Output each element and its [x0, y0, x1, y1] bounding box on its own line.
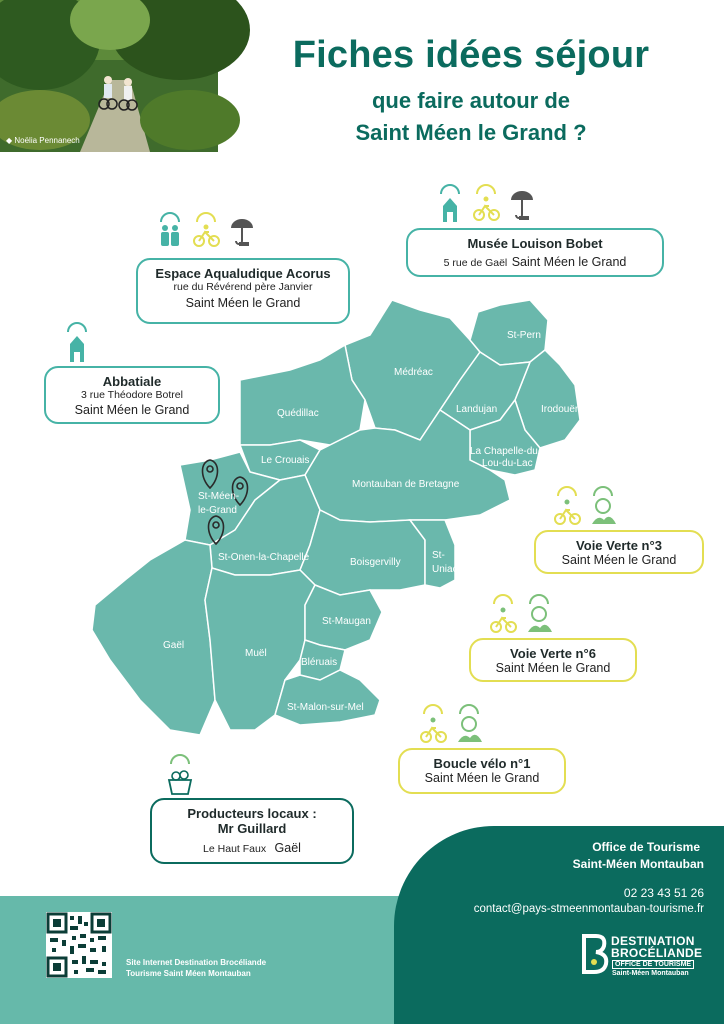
bike-icon	[552, 488, 582, 528]
card-title: Voie Verte n°6	[510, 646, 596, 661]
church-icon	[62, 324, 92, 364]
website-label-line1: Site Internet Destination Brocéliande	[126, 958, 267, 967]
map-region-st-malon	[275, 670, 380, 725]
town-label: St-Malon-sur-Mel	[287, 702, 364, 713]
umbrella-icon	[507, 186, 537, 224]
card-city: Saint Méen le Grand	[424, 771, 540, 785]
card-address: 3 rue Théodore Botrel	[81, 389, 183, 401]
page-subtitle-1: que faire autour de	[371, 88, 571, 113]
card-title: Producteurs locaux :	[187, 806, 317, 821]
brand-line1: DESTINATION	[611, 934, 695, 948]
town-label: Landujan	[456, 404, 498, 415]
office-name-line1: Office de Tourisme	[592, 840, 700, 854]
brand-line2: BROCÉLIANDE	[611, 946, 703, 960]
nature-icon	[524, 596, 554, 636]
cyclists-photo	[0, 0, 218, 152]
photo-credit: ◆ Noëlia Pennanech	[6, 136, 80, 145]
church-icon	[435, 186, 465, 224]
town-label: Montauban de Bretagne	[352, 479, 460, 490]
card-city: Saint Méen le Grand	[561, 553, 677, 567]
page-subtitle-2: Saint Méen le Grand ?	[355, 120, 587, 145]
nature-icon	[454, 706, 484, 746]
umbrella-icon	[227, 214, 257, 248]
office-email[interactable]: contact@pays-stmeenmontauban-tourisme.fr	[473, 903, 704, 915]
office-panel	[394, 826, 724, 1024]
card-city: Saint Méen le Grand	[511, 255, 627, 269]
town-label: Gaël	[163, 640, 185, 651]
header-photo	[0, 0, 218, 152]
card-boucle[interactable]	[398, 748, 566, 794]
card-title: Abbatiale	[102, 374, 162, 389]
town-label: St-Onen-la-Chapelle	[218, 552, 310, 563]
card-voie6[interactable]	[469, 638, 637, 682]
town-label: Boisgervilly	[350, 557, 401, 568]
card-acorus[interactable]	[136, 258, 350, 324]
qr-code[interactable]	[46, 912, 112, 978]
voie6-icons	[488, 596, 554, 636]
basket-icon	[164, 756, 196, 796]
town-label: Quédillac	[277, 408, 319, 419]
brand-line3: OFFICE DE TOURISME	[612, 960, 694, 969]
card-abbatiale[interactable]	[44, 366, 220, 424]
card-title: Espace Aqualudique Acorus	[155, 266, 331, 281]
abbatiale-icons	[62, 324, 92, 364]
town-label: Le Crouais	[261, 455, 310, 466]
nature-icon	[588, 488, 618, 528]
brand-line4: Saint-Méen Montauban	[612, 970, 689, 977]
card-bobet[interactable]	[406, 228, 664, 277]
town-label: St-Pern	[507, 330, 541, 341]
map-region-boisgervilly	[300, 510, 425, 595]
town-label: St-Maugan	[322, 616, 371, 627]
card-title-name: Mr Guillard	[217, 821, 287, 836]
card-title: Boucle vélo n°1	[433, 756, 531, 771]
town-label: St-Méen-	[198, 491, 240, 502]
card-producteurs[interactable]	[150, 798, 354, 864]
map-region-gael	[92, 540, 215, 735]
card-city: Saint Méen le Grand	[74, 403, 190, 417]
map-region-quedillac	[240, 345, 365, 445]
card-address: Le Haut Faux	[203, 843, 267, 855]
town-label: Muël	[245, 648, 267, 659]
town-label: Lou-du-Lac	[482, 458, 533, 469]
town-label: Bléruais	[301, 657, 338, 668]
card-city: Saint Méen le Grand	[495, 661, 611, 675]
acorus-icons	[155, 214, 257, 248]
bobet-icons	[435, 186, 537, 224]
bike-icon	[471, 186, 501, 224]
town-label: La Chapelle-du-	[470, 446, 542, 457]
bike-icon	[418, 706, 448, 746]
card-title: Musée Louison Bobet	[467, 236, 603, 251]
brand-logo-icon	[580, 932, 610, 974]
card-city: Saint Méen le Grand	[185, 296, 301, 310]
town-label: Uniac	[432, 564, 458, 575]
family-icon	[155, 214, 185, 248]
card-address: 5 rue de Gaël	[443, 257, 508, 269]
card-voie3[interactable]	[534, 530, 704, 574]
office-phone[interactable]: 02 23 43 51 26	[623, 886, 704, 900]
producteurs-icons	[164, 756, 196, 796]
card-address: rue du Révérend père Janvier	[173, 281, 313, 293]
page-title: Fiches idées séjour	[292, 34, 650, 76]
bike-icon	[191, 214, 221, 248]
town-label: Médréac	[394, 367, 433, 378]
website-label-line2: Tourisme Saint Méen Montauban	[126, 969, 251, 978]
town-label: St-	[432, 550, 445, 561]
card-title: Voie Verte n°3	[576, 538, 662, 553]
bike-icon	[488, 596, 518, 636]
town-label: Irodouër	[541, 404, 579, 415]
town-label: le-Grand	[198, 505, 237, 516]
boucle-icons	[418, 706, 484, 746]
office-name-line2: Saint-Méen Montauban	[572, 857, 704, 871]
card-city: Gaël	[274, 841, 301, 855]
voie3-icons	[552, 488, 618, 528]
